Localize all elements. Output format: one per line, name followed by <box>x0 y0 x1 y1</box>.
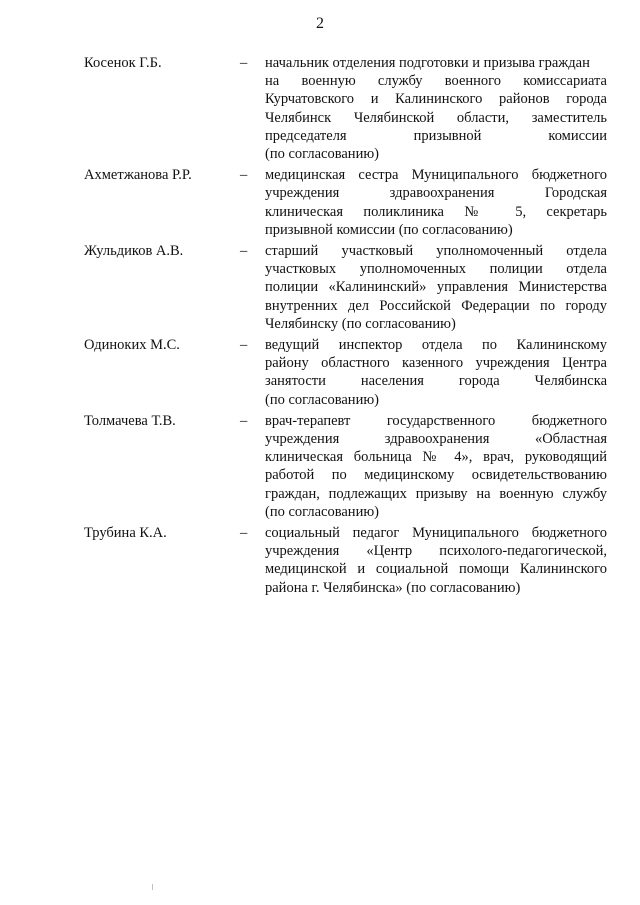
role-line: (по согласованию) <box>265 391 379 408</box>
role-line: начальник отделения подготовки и призыва граждан <box>265 55 590 71</box>
role-line: работой по медицинскому освидетельствованию <box>265 467 607 484</box>
role-line: учреждения здравоохранения «Областная <box>265 431 607 448</box>
role-line: граждан, подлежащих призыву на военную службу <box>265 485 607 502</box>
role-line: району областного казенного учреждения Центра <box>265 355 607 372</box>
role-line: клиническая больница № 4», врач, руководящий <box>265 449 607 466</box>
dash-separator: – <box>240 337 248 354</box>
member-name: Косенок Г.Б. <box>84 55 162 71</box>
role-line: ведущий инспектор отдела по Калининскому <box>265 337 607 354</box>
dash-separator: – <box>240 525 248 542</box>
role-line: на военную службу военного комиссариата <box>265 73 607 90</box>
role-line: врач-терапевт государственного бюджетного <box>265 412 607 429</box>
member-name: Одиноких М.С. <box>84 337 180 354</box>
member-role <box>265 336 607 409</box>
member-entry <box>0 166 640 239</box>
commission-member-list <box>0 54 640 600</box>
role-line: занятости населения города Челябинска <box>265 373 607 390</box>
member-role <box>265 54 607 163</box>
member-name: Трубина К.А. <box>84 525 167 542</box>
member-entry <box>0 336 640 409</box>
role-line: участковых уполномоченных полиции отдела <box>265 261 607 278</box>
role-line: Челябинск Челябинской области, заместитель <box>265 109 607 126</box>
member-name: Ахметжанова Р.Р. <box>84 167 192 184</box>
role-line: (по согласованию) <box>265 146 379 163</box>
role-line: Челябинску (по согласованию) <box>265 315 456 332</box>
member-entry <box>0 54 640 163</box>
scan-mark <box>152 884 153 890</box>
role-line: внутренних дел Российской Федерации по городу <box>265 297 607 314</box>
role-line: старший участковый уполномоченный отдела <box>265 243 607 260</box>
member-entry <box>0 242 640 333</box>
member-role <box>265 166 607 239</box>
member-role <box>265 412 607 521</box>
role-line: района г. Челябинска» (по согласованию) <box>265 579 521 596</box>
member-name: Толмачева Т.В. <box>84 412 176 429</box>
dash-separator: – <box>240 412 248 429</box>
dash-separator: – <box>240 55 248 71</box>
role-line: учреждения «Центр психолого-педагогической, <box>265 543 607 560</box>
member-entry <box>0 412 640 521</box>
role-line: социальный педагог Муниципального бюджетного <box>265 525 607 542</box>
dash-separator: – <box>240 167 248 184</box>
member-name: Жульдиков А.В. <box>84 243 184 260</box>
member-role <box>265 524 607 597</box>
page-number: 2 <box>316 15 324 32</box>
dash-separator: – <box>240 243 248 260</box>
role-line: призывной комиссии (по согласованию) <box>265 221 513 238</box>
role-line: клиническая поликлиника № 5, секретарь <box>265 203 607 220</box>
member-role <box>265 242 607 333</box>
member-entry <box>0 524 640 597</box>
role-line: председателя призывной комиссии <box>265 127 607 144</box>
role-line: Курчатовского и Калининского районов города <box>265 91 607 108</box>
role-line: (по согласованию) <box>265 503 379 520</box>
role-line: медицинской и социальной помощи Калининского <box>265 561 607 578</box>
role-line: учреждения здравоохранения Городская <box>265 185 607 202</box>
role-line: медицинская сестра Муниципального бюджетного <box>265 167 607 184</box>
role-line: полиции «Калининский» управления Министерства <box>265 279 607 296</box>
